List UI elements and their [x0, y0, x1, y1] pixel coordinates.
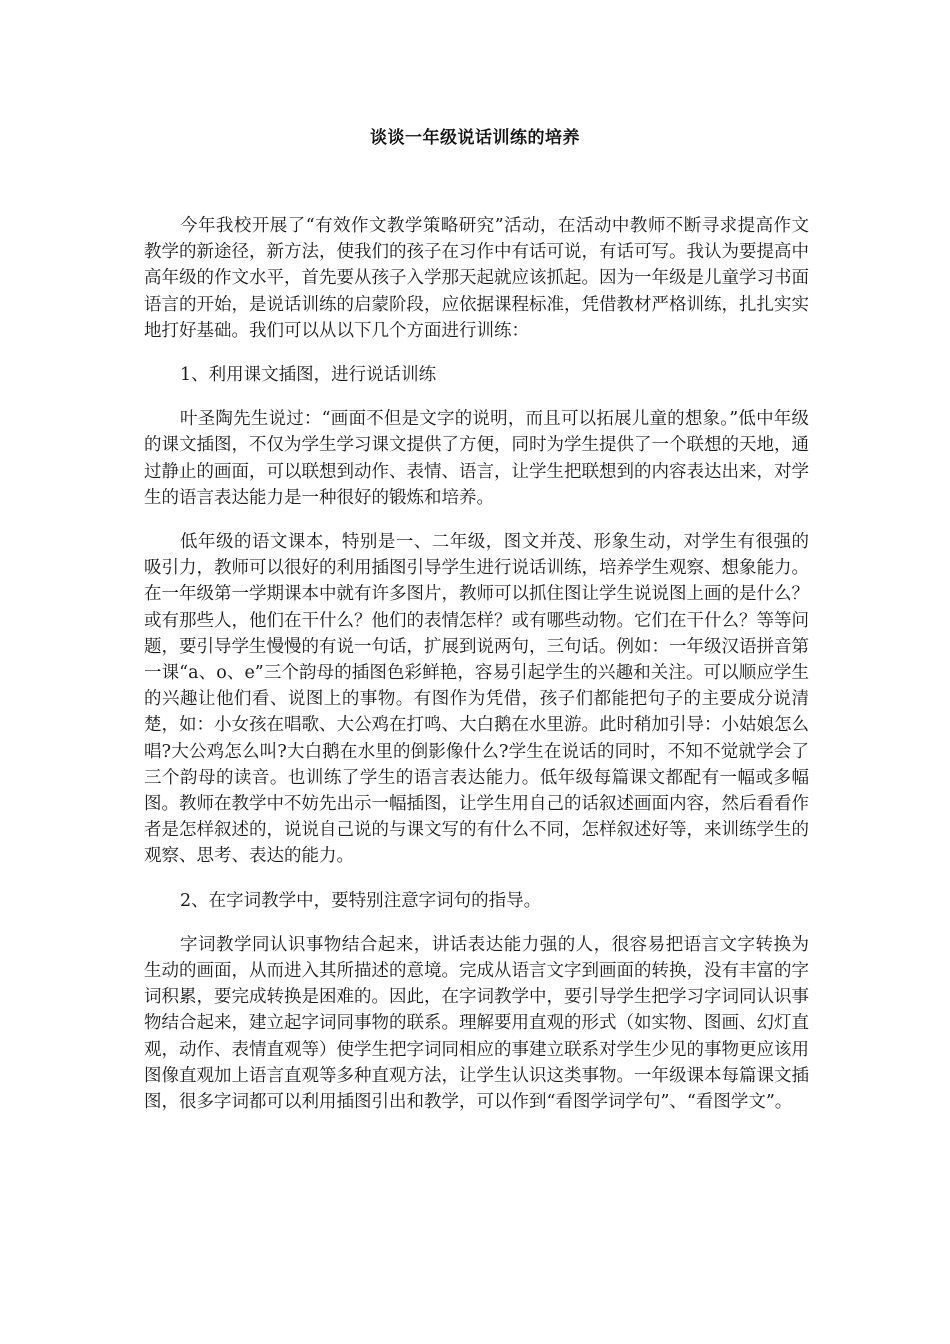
paragraph-quote: 叶圣陶先生说过：“画面不但是文字的说明，而且可以拓展儿童的想象。”低中年级的课文插图，不仅为学生学习课文提供了方便，同时为学生提供了一个联想的天地，通过静止的画面，可以联想到动作、表情、语言，让学生把联想到的内容表达出来，对学生的语言表达能力是一种很好的锻炼和培养。 — [144, 409, 809, 508]
document-body — [144, 213, 809, 1133]
section-heading-1: 1、利用课文插图，进行说话训练 — [180, 365, 437, 386]
paragraph-intro: 今年我校开展了“有效作文教学策略研究”活动，在活动中教师不断寻求提高作文教学的新途径，新方法，使我们的孩子在习作中有话可说，有话可写。我认为要提高中高年级的作文水平，首先要从孩子入学那天起就应该抓起。因为一年级是儿童学习书面语言的开始，是说话训练的启蒙阶段，应依据课程标准，凭借教材严格训练，扎扎实实地打好基础。我们可以从以下几个方面进行训练： — [144, 216, 809, 341]
section-heading-2: 2、在字词教学中，要特别注意字词句的指导。 — [180, 890, 542, 911]
document-title: 谈谈一年级说话训练的培养 — [370, 128, 580, 148]
paragraph-picture-training: 低年级的语文课本，特别是一、二年级，图文并茂、形象生动，对学生有很强的吸引力，教师可以很好的利用插图引导学生进行说话训练，培养学生观察、想象能力。在一年级第一学期课本中就有许多图片，教师可以抓住图让学生说说图上画的是什么？或有那些人，他们在干什么？他们的表情怎样？或有哪些动物。它们在干什么？等等问题，要引导学生慢慢的有说一句话，扩展到说两句，三句话。例如：一年级汉语拼音第一课“a、o、e”三个韵母的插图色彩鲜艳，容易引起学生的兴趣和关注。可以顺应学生的兴趣让他们看、说图上的事物。有图作为凭借，孩子们都能把句子的主要成分说清楚，如：小女孩在唱歌、大公鸡在打鸣、大白鹅在水里游。此时稍加引导：小姑娘怎么唱?大公鸡怎么叫?大白鹅在水里的倒影像什么?学生在说话的同时，不知不觉就学会了三个韵母的读音。也训练了学生的语言表达能力。低年级每篇课文都配有一幅或多幅图。教师在教学中不妨先出示一幅插图，让学生用自己的话叙述画面内容，然后看看作者是怎样叙述的，说说自己说的与课文写的有什么不同，怎样叙述好等，来训练学生的观察、思考、表达的能力。 — [144, 532, 809, 867]
paragraph-word-teaching: 字词教学同认识事物结合起来，讲话表达能力强的人，很容易把语言文字转换为生动的画面，从而进入其所描述的意境。完成从语言文字到画面的转换，没有丰富的字词积累，要完成转换是困难的。因此，在字词教学中，要引导学生把学习字词同认识事物结合起来，建立起字词同事物的联系。理解要用直观的形式（如实物、图画、幻灯直观，动作、表情直观等）使学生把字词同相应的事建立联系对学生少见的事物更应该用图像直观加上语言直观等多种直观方法，让学生认识这类事物。一年级课本每篇课文插图，很多字词都可以利用插图引出和教学，可以作到“看图学词学句”、“看图学文”。 — [144, 934, 809, 1113]
